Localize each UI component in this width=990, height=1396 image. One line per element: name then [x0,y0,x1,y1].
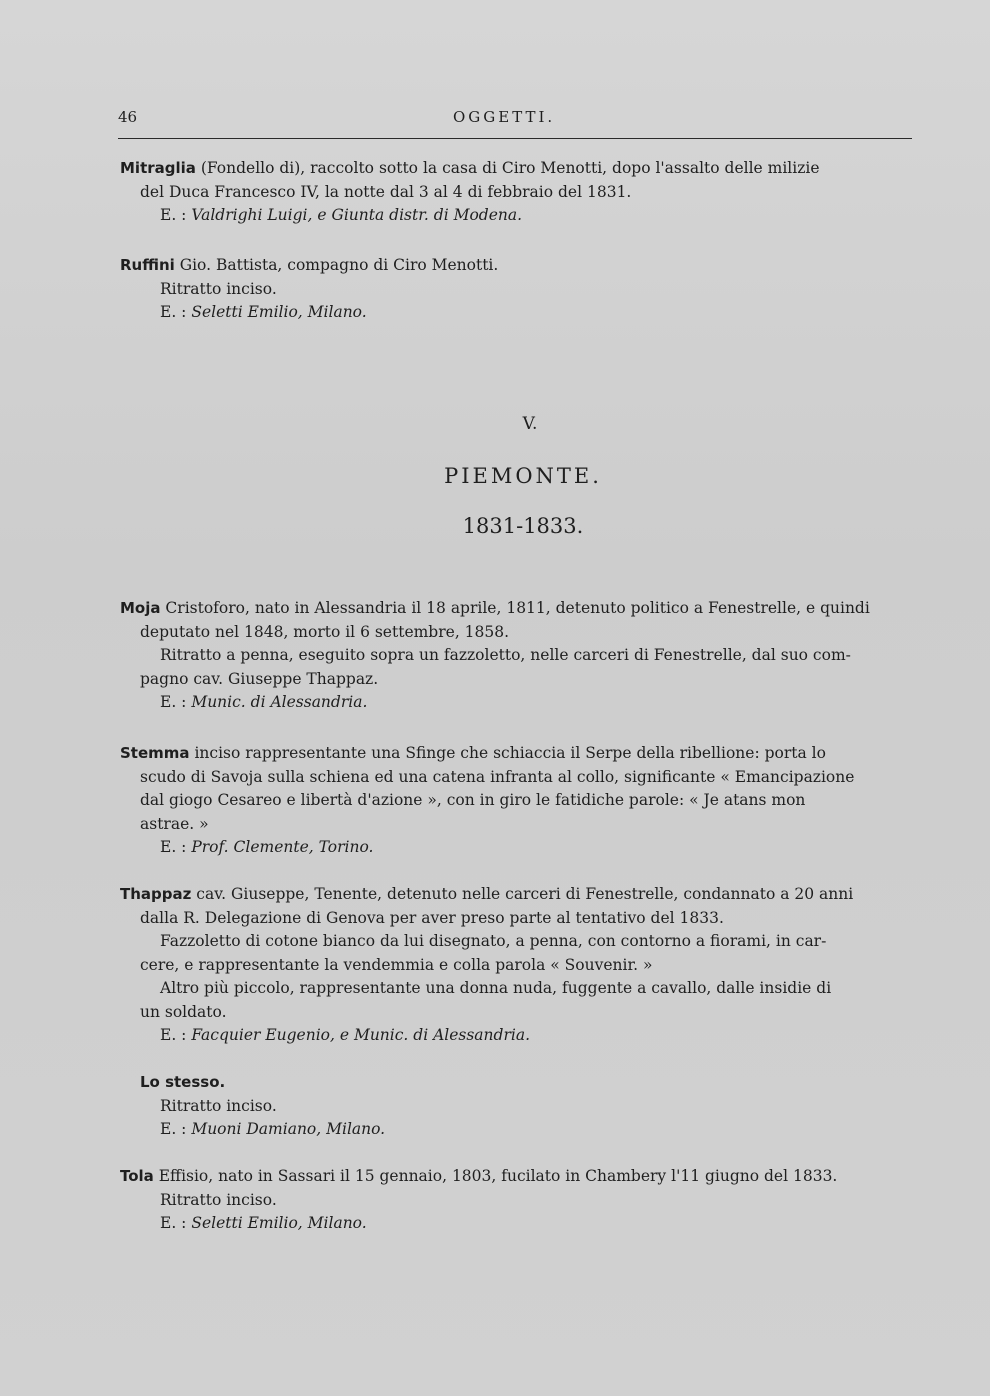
entry-text: Cristoforo, nato in Alessandria il 18 aprile, 1811, detenuto politico a Fenestrelle, e quindi [160,599,870,617]
entry-line: Fazzoletto di cotone bianco da lui disegnato, a penna, con contorno a fiorami, in car- [160,932,827,950]
entry-line [120,742,915,766]
entry-line [120,254,915,278]
owner-name: Seletti Emilio, Milano. [191,303,367,321]
entry-line [120,883,915,907]
entry-line: cere, e rappresentante la vendemmia e colla parola « Souvenir. » [140,955,653,974]
entry-thappaz [120,883,915,1048]
entry-line: Ritratto inciso. [160,1190,277,1209]
owner-line [120,1212,915,1236]
entry-line: astrae. » [140,814,209,833]
owner-name: Prof. Clemente, Torino. [191,838,374,856]
entry-stemma [120,742,915,860]
owner-name: Seletti Emilio, Milano. [191,1214,367,1232]
entry-lo-stesso [120,1071,915,1142]
entry-line [120,1165,915,1189]
entry-tola [120,1165,915,1236]
owner-prefix: E. : [160,303,192,321]
owner-prefix: E. : [160,1120,192,1138]
owner-line [120,1024,915,1048]
entry-line: dalla R. Delegazione di Genova per aver preso parte al tentativo del 1833. [140,908,724,927]
entry-line [120,1071,915,1095]
section-years: 1831-1833. [462,514,584,538]
owner-prefix: E. : [160,838,192,856]
owner-line [120,301,915,325]
page-number: 46 [118,108,138,126]
owner-name: Muoni Damiano, Milano. [191,1120,386,1138]
entry-moja [120,597,915,715]
entry-line: un soldato. [140,1002,227,1021]
entry-heading: Lo stesso. [140,1073,226,1091]
owner-line [120,1118,915,1142]
owner-line [120,204,915,228]
owner-prefix: E. : [160,206,192,224]
entry-heading: Stemma [120,744,190,762]
entry-heading: Tola [120,1167,154,1185]
page-title: OGGETTI. [453,108,556,126]
section-number: V. [522,414,538,434]
entry-heading: Moja [120,599,161,617]
header-rule [118,138,912,139]
entry-line [120,157,915,181]
entry-heading: Thappaz [120,885,192,903]
entry-ruffini [120,254,915,325]
owner-name: Facquier Eugenio, e Munic. di Alessandria. [191,1026,530,1044]
entry-text: cav. Giuseppe, Tenente, detenuto nelle carceri di Fenestrelle, condannato a 20 anni [191,885,854,903]
entry-heading: Ruffini [120,256,175,274]
owner-line [120,836,915,860]
entry-line: scudo di Savoja sulla schiena ed una catena infranta al collo, significante « Emancipazione [140,767,855,786]
owner-prefix: E. : [160,693,192,711]
entry-heading: Mitraglia [120,159,196,177]
running-header [118,108,913,132]
owner-name: Munic. di Alessandria. [191,693,368,711]
owner-name: Valdrighi Luigi, e Giunta distr. di Modena. [191,206,523,224]
entry-mitraglia [120,157,915,228]
entry-line: Ritratto inciso. [160,279,277,298]
entry-line: Altro più piccolo, rappresentante una donna nuda, fuggente a cavallo, dalle insidie di [160,979,832,997]
entry-line: del Duca Francesco IV, la notte dal 3 al 4 di febbraio del 1831. [140,182,632,201]
entry-line [120,597,915,621]
owner-line [120,691,915,715]
owner-prefix: E. : [160,1214,192,1232]
entry-text: inciso rappresentante una Sfinge che schiaccia il Serpe della ribellione: porta lo [189,744,826,762]
entry-line: pagno cav. Giuseppe Thappaz. [140,669,379,688]
entry-line: Ritratto inciso. [160,1096,277,1115]
entry-text: (Fondello di), raccolto sotto la casa di Ciro Menotti, dopo l'assalto delle milizie [195,159,820,177]
owner-prefix: E. : [160,1026,192,1044]
entry-line: deputato nel 1848, morto il 6 settembre, 1858. [140,622,510,641]
section-title: PIEMONTE. [444,464,602,488]
entry-text: Gio. Battista, compagno di Ciro Menotti. [174,256,499,274]
entry-line: dal giogo Cesareo e libertà d'azione », con in giro le fatidiche parole: « Je atans mon [140,791,806,809]
entry-line: Ritratto a penna, eseguito sopra un fazzoletto, nelle carceri di Fenestrelle, dal suo com- [160,646,851,664]
entry-text: Effisio, nato in Sassari il 15 gennaio, 1803, fucilato in Chambery l'11 giugno del 1833. [153,1167,838,1185]
